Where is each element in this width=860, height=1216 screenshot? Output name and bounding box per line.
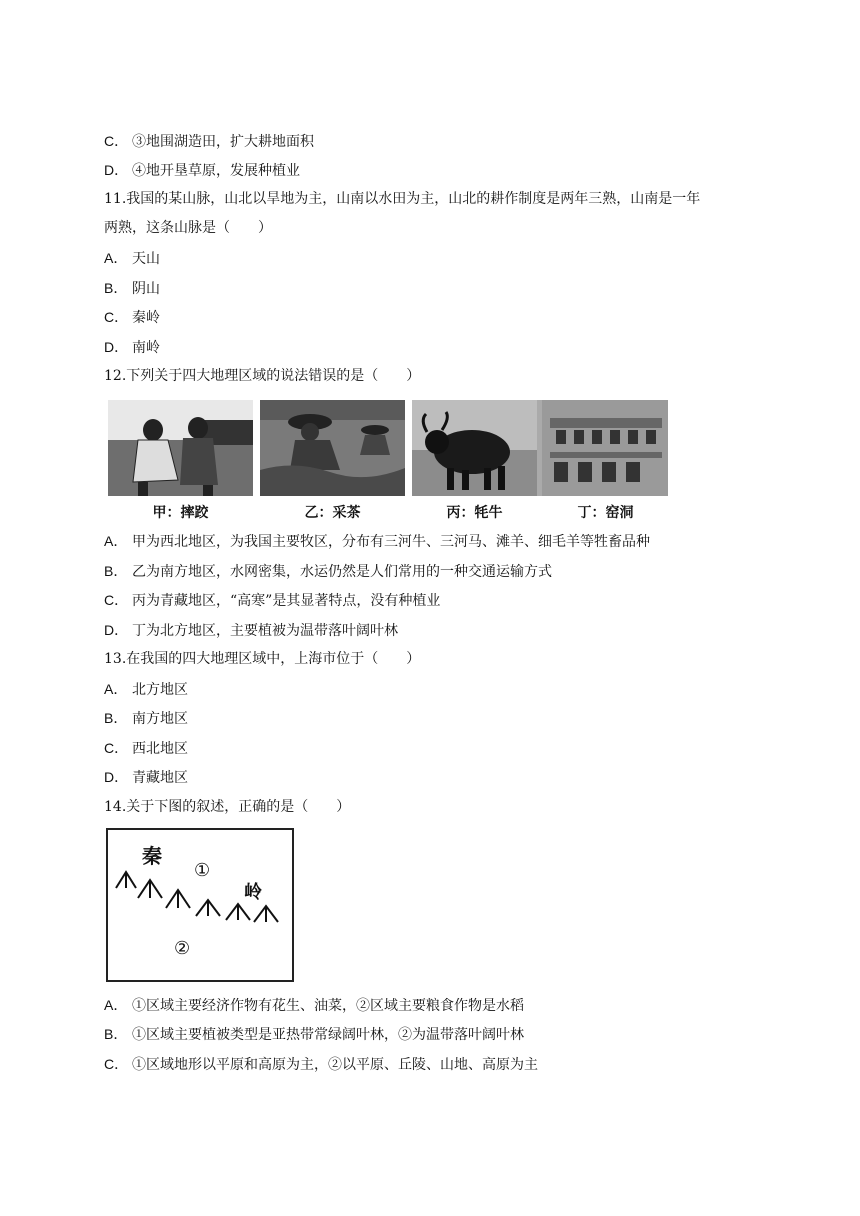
option-text: 甲为西北地区，为我国主要牧区，分布有三河牛、三河马、滩羊、细毛羊等牲畜品种 bbox=[132, 534, 650, 550]
map-region-2: ② bbox=[174, 938, 191, 959]
option-text: ①区域地形以平原和高原为主，②以平原、丘陵、山地、高原为主 bbox=[132, 1057, 538, 1073]
option-text: 丁为北方地区，主要植被为温带落叶阔叶林 bbox=[132, 623, 398, 639]
q14-option-b bbox=[104, 1024, 524, 1045]
option-text: 乙为南方地区，水网密集，水运仍然是人们常用的一种交通运输方式 bbox=[132, 564, 552, 580]
caption-jia: 甲：摔跤 bbox=[152, 505, 209, 521]
q13-stem: 13.在我国的四大地理区域中，上海市位于（ ） bbox=[104, 651, 421, 667]
cave-dwelling-photo bbox=[542, 400, 668, 496]
q12-stem: 12.下列关于四大地理区域的说法错误的是（ ） bbox=[104, 368, 421, 384]
tea-picking-photo bbox=[260, 400, 405, 496]
q11-option-d bbox=[104, 337, 160, 358]
option-letter: D． bbox=[104, 339, 129, 355]
map-label-ling: 岭 bbox=[244, 882, 262, 903]
option-letter: A． bbox=[104, 681, 128, 697]
option-letter: B． bbox=[104, 280, 128, 296]
option-text: 青藏地区 bbox=[132, 770, 188, 786]
q13-option-d bbox=[104, 767, 188, 788]
q12-option-c bbox=[104, 590, 440, 611]
option-letter: D． bbox=[104, 622, 129, 638]
option-text: 秦岭 bbox=[132, 310, 160, 326]
option-d-prev bbox=[104, 160, 300, 181]
q12-option-b bbox=[104, 561, 552, 582]
q11-stem-line1: 11.我国的某山脉，山北以旱地为主，山南以水田为主，山北的耕作制度是两年三熟，山南是一年 bbox=[104, 191, 701, 207]
option-text: 阴山 bbox=[132, 281, 160, 297]
q12-option-d bbox=[104, 620, 398, 641]
q11-option-b bbox=[104, 278, 160, 299]
wrestling-photo bbox=[108, 400, 253, 496]
option-text: 北方地区 bbox=[132, 682, 188, 698]
q11-option-c bbox=[104, 307, 160, 328]
map-label-qin: 秦 bbox=[142, 844, 162, 868]
option-letter: D． bbox=[104, 769, 129, 785]
q11-option-a bbox=[104, 248, 160, 269]
option-letter: A． bbox=[104, 250, 128, 266]
q14-stem: 14.关于下图的叙述，正确的是（ ） bbox=[104, 799, 351, 815]
option-letter: A． bbox=[104, 533, 128, 549]
q12-photo-row bbox=[108, 400, 668, 526]
caption-yi: 乙：采茶 bbox=[304, 505, 361, 521]
option-letter: C． bbox=[104, 133, 129, 149]
option-text: ①区域主要经济作物有花生、油菜，②区域主要粮食作物是水稻 bbox=[132, 998, 524, 1014]
option-letter: D． bbox=[104, 162, 129, 178]
option-text: 天山 bbox=[132, 251, 160, 267]
q12-option-a bbox=[104, 531, 650, 552]
option-letter: B． bbox=[104, 710, 128, 726]
option-letter: B． bbox=[104, 563, 128, 579]
option-letter: C． bbox=[104, 740, 129, 756]
option-letter: C． bbox=[104, 592, 129, 608]
option-letter: C． bbox=[104, 1056, 129, 1072]
option-c-prev bbox=[104, 131, 314, 152]
option-text: 西北地区 bbox=[132, 741, 188, 757]
q14-option-a bbox=[104, 995, 524, 1016]
option-text: 丙为青藏地区，“高寒”是其显著特点，没有种植业 bbox=[132, 593, 441, 609]
yak-photo bbox=[412, 400, 557, 496]
caption-ding: 丁：窑洞 bbox=[577, 505, 634, 521]
option-text: ①区域主要植被类型是亚热带常绿阔叶林，②为温带落叶阔叶林 bbox=[132, 1027, 524, 1043]
map-region-1: ① bbox=[194, 860, 211, 881]
caption-bing: 丙：牦牛 bbox=[446, 505, 503, 521]
option-letter: C． bbox=[104, 309, 129, 325]
q11-stem-line2: 两熟，这条山脉是（ ） bbox=[104, 220, 272, 236]
option-text: ④地开垦草原，发展种植业 bbox=[132, 163, 300, 179]
option-text: 南岭 bbox=[132, 340, 160, 356]
q14-option-c bbox=[104, 1054, 538, 1075]
option-letter: B． bbox=[104, 1026, 128, 1042]
option-text: ③地围湖造田，扩大耕地面积 bbox=[132, 134, 314, 150]
option-letter: A． bbox=[104, 997, 128, 1013]
q13-option-c bbox=[104, 738, 188, 759]
qinling-map bbox=[106, 828, 294, 982]
q13-option-b bbox=[104, 708, 188, 729]
option-text: 南方地区 bbox=[132, 711, 188, 727]
q13-option-a bbox=[104, 679, 188, 700]
